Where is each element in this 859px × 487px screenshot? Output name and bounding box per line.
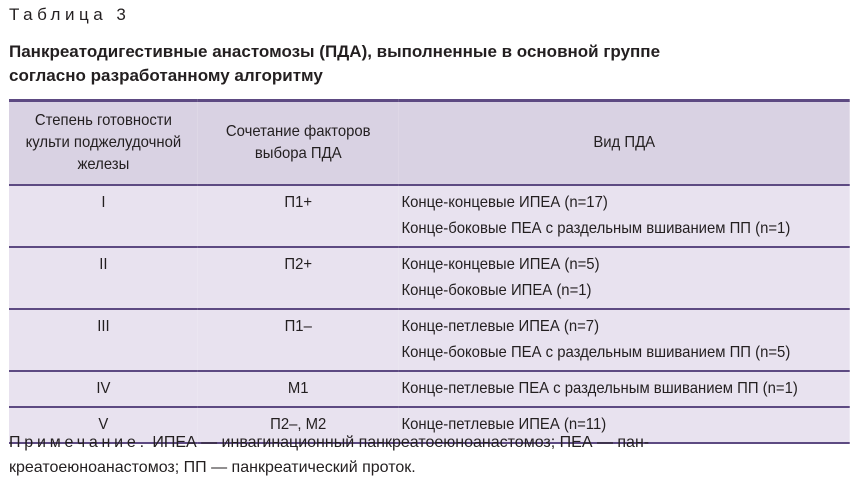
- table-row: [9, 371, 850, 407]
- cell-pda-types: [399, 247, 850, 309]
- table-header: [9, 101, 850, 186]
- table-title-line: Панкреатодигестивные анастомозы (ПДА), выполненные в основной группе: [9, 42, 661, 61]
- header-line: Сочетание факторов: [225, 123, 371, 140]
- cell-grade: IV: [96, 380, 111, 397]
- table-row: [9, 309, 850, 371]
- note-line: креатоеюноанастомоз; ПП — панкреатический проток.: [9, 459, 416, 476]
- column-header-pda-type: [399, 101, 850, 186]
- table-row: [9, 247, 850, 309]
- pda-type-line: Конце-петлевые ПЕА с раздельным вшиванием ПП (n=1): [401, 380, 798, 397]
- pda-type-line: Конце-боковые ПЕА с раздельным вшиванием ПП (n=5): [401, 344, 791, 361]
- cell-pda-types: [399, 371, 850, 407]
- note-text: ИПЕА — инвагинационный панкреатоеюноанастомоз; ПЕА — пан-: [152, 434, 650, 451]
- table-note: [9, 430, 854, 480]
- cell-grade: III: [97, 318, 110, 335]
- pda-type-line: Конце-боковые ИПЕА (n=1): [401, 282, 592, 299]
- header-line: выбора ПДА: [254, 145, 342, 162]
- table-title: [9, 40, 849, 88]
- header-line: железы: [77, 156, 130, 173]
- pda-type-line: Конце-концевые ИПЕА (n=17): [401, 194, 608, 211]
- header-line: культи поджелудочной: [25, 134, 182, 151]
- column-header-readiness: [9, 101, 198, 186]
- header-line: Степень готовности: [34, 112, 172, 129]
- header-line: Вид ПДА: [593, 134, 656, 151]
- header-row: [9, 101, 850, 186]
- cell-factors: П1–: [284, 318, 312, 335]
- pda-type-line: Конце-петлевые ИПЕА (n=7): [401, 318, 600, 335]
- table-row: [9, 185, 850, 247]
- pda-type-line: Конце-боковые ПЕА с раздельным вшиванием ПП (n=1): [401, 220, 791, 237]
- pda-type-line: Конце-петлевые ИПЕА (n=11): [401, 416, 607, 433]
- pda-type-line: Конце-концевые ИПЕА (n=5): [401, 256, 600, 273]
- cell-grade: II: [99, 256, 108, 273]
- table-body: [9, 185, 850, 443]
- note-label: Примечание.: [9, 434, 148, 451]
- column-header-factors: [198, 101, 399, 186]
- table-title-line: согласно разработанному алгоритму: [9, 66, 323, 85]
- cell-grade: V: [98, 416, 109, 433]
- cell-pda-types: [399, 185, 850, 247]
- cell-pda-types: [399, 309, 850, 371]
- cell-factors: П2–, М2: [270, 416, 327, 433]
- cell-grade: I: [101, 194, 106, 211]
- note-line: [9, 430, 854, 455]
- cell-factors: М1: [287, 380, 309, 397]
- cell-factors: П1+: [284, 194, 313, 211]
- pda-table: [9, 99, 850, 444]
- table-label: Таблица 3: [9, 5, 131, 24]
- cell-factors: П2+: [284, 256, 313, 273]
